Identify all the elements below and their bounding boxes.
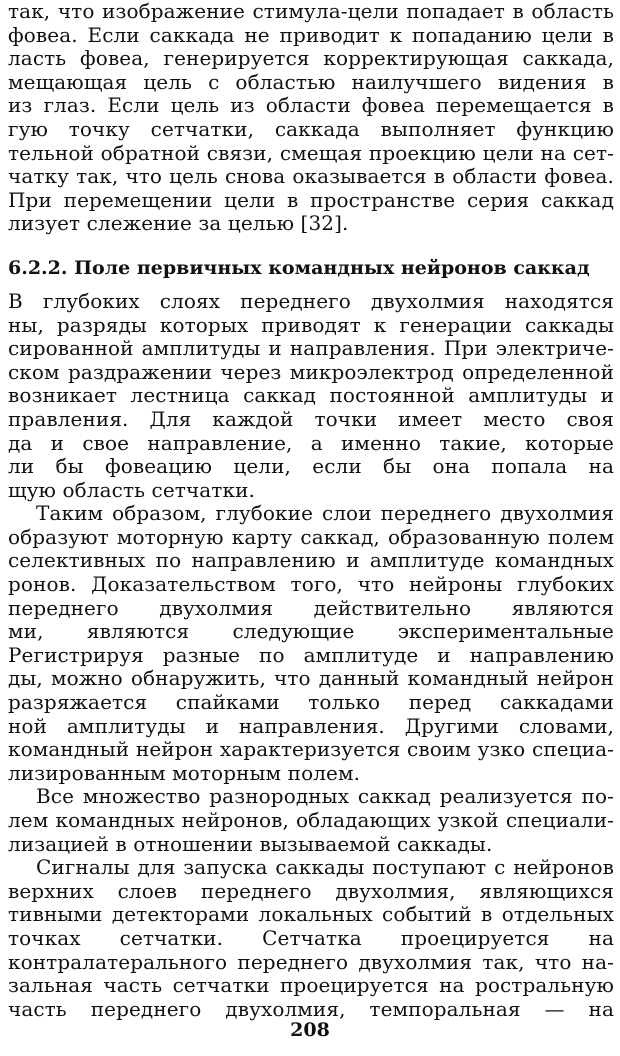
page-number: 208 xyxy=(290,1019,330,1041)
text-line: верхних слоев переднего двухолмия, являющихся xyxy=(8,879,614,903)
text-line: точках сетчатки. Сетчатка проецируется на xyxy=(8,926,614,950)
text-line: В глубоких слоях переднего двухолмия находятся xyxy=(8,289,614,313)
text-line: ны, разряды которых приводят к генерации саккады xyxy=(8,313,614,337)
text-line: лизует слежение за целью [32]. xyxy=(8,211,349,236)
text-line: лизацией в отношении вызываемой саккады. xyxy=(8,831,493,856)
text-line: да и свое направление, а именно такие, которые xyxy=(8,431,614,455)
text-line: гую точку сетчатки, саккада выполняет функцию xyxy=(8,117,614,141)
paragraph xyxy=(8,856,614,1021)
text-line: разряжается спайками только перед саккадами xyxy=(8,691,614,715)
text-line: селективных по направлению и амплитуде командных xyxy=(8,549,614,573)
text-line: ной амплитуды и направления. Другими словами, xyxy=(8,714,614,738)
text-line: ласть фовеа, генерируется корректирующая саккада, xyxy=(8,47,614,71)
text-line: ском раздражении через микроэлектрод определенной xyxy=(8,360,614,384)
text-line: часть переднего двухолмия, темпоральная — на xyxy=(8,997,614,1021)
text-line: ли бы фовеацию цели, если бы она попала на xyxy=(8,455,614,479)
text-line: Сигналы для запуска саккады поступают с нейронов xyxy=(36,856,614,880)
text-line: тивными детекторами локальных событий в отдельных xyxy=(8,903,614,927)
text-line: Таким образом, глубокие слои переднего двухолмия xyxy=(36,502,614,526)
text-line: ды, можно обнаружить, что данный командный нейрон xyxy=(8,667,614,691)
text-line: возникает лестница саккад постоянной амплитуды и xyxy=(8,384,614,408)
text-line: командный нейрон характеризуется своим узко специа- xyxy=(8,738,614,762)
text-line: так, что изображение стимула-цели попадает в область xyxy=(8,0,614,23)
text-line: лизированным моторным полем. xyxy=(8,760,361,785)
text-line: щую область сетчатки. xyxy=(8,477,255,502)
text-line: тельной обратной связи, смещая проекцию цели на сет- xyxy=(8,141,614,165)
text-line: чатку так, что цель снова оказывается в области фовеа. xyxy=(8,165,614,189)
text-line: Все множество разнородных саккад реализуется по- xyxy=(36,785,614,809)
text-line: сированной амплитуды и направления. При электриче- xyxy=(8,337,614,361)
text-line: правления. Для каждой точки имеет место своя xyxy=(8,407,614,431)
text-line: фовеа. Если саккада не приводит к попаданию цели в xyxy=(8,23,614,47)
paragraph-intro xyxy=(8,0,614,236)
text-line: из глаз. Если цель из области фовеа перемещается в xyxy=(8,94,614,118)
text-line: Регистрируя разные по амплитуде и направлению xyxy=(8,643,614,667)
text-line: контралатерального переднего двухолмия так, что на- xyxy=(8,950,614,974)
paragraph xyxy=(8,502,614,785)
text-line: лем командных нейронов, обладающих узкой специали- xyxy=(8,809,614,832)
text-line: ронов. Доказательством того, что нейроны глубоких xyxy=(8,573,614,597)
text-line: мещающая цель с областью наилучшего видения в xyxy=(8,70,614,94)
text-line: образуют моторную карту саккад, образованную полем xyxy=(8,525,614,549)
section-heading: 6.2.2. Поле первичных командных нейронов саккад xyxy=(8,256,590,279)
paragraph xyxy=(8,290,614,502)
text-line: переднего двухолмия действительно являются xyxy=(8,596,614,620)
text-line: При перемещении цели в пространстве серия саккад xyxy=(8,188,614,212)
book-page xyxy=(8,0,614,1056)
text-line: ми, являются следующие экспериментальные xyxy=(8,620,614,644)
text-line: зальная часть сетчатки проецируется на ростральную xyxy=(8,974,614,998)
paragraph xyxy=(8,785,614,856)
